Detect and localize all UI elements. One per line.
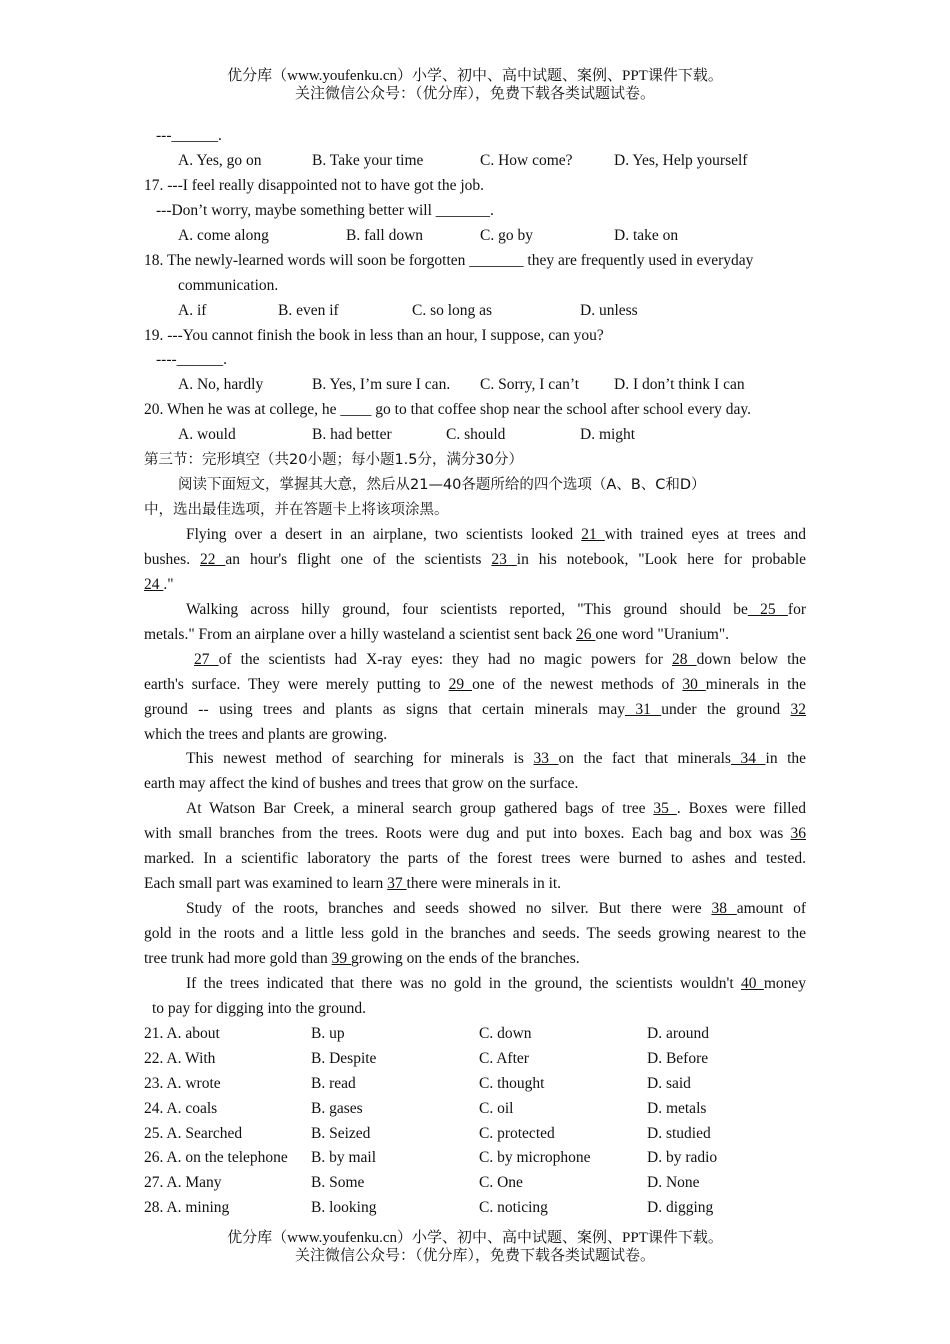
- q17-option-a: A. come along: [178, 226, 269, 244]
- choice-a: 22. A. With: [144, 1049, 216, 1067]
- q20-option-d: D. might: [580, 426, 636, 444]
- header-line-2: 关注微信公众号：（优分库），免费下载各类试题试卷。: [294, 86, 655, 102]
- blank-30: 30: [682, 675, 706, 693]
- blank-34: 34: [730, 750, 766, 768]
- passage-line: earth may affect the kind of bushes and trees that grow on the surface.: [144, 775, 579, 793]
- choice-d: D. None: [647, 1174, 700, 1192]
- blank-22: 22: [200, 550, 226, 568]
- choice-a: 27. A. Many: [144, 1174, 222, 1192]
- passage-text: an hour's flight one of the scientists: [225, 550, 482, 568]
- q17-reply: ---Don’t worry, maybe something better will _______.: [156, 201, 494, 219]
- blank-38: 38: [711, 900, 737, 918]
- passage-text: .": [163, 575, 174, 593]
- q16-options: [144, 149, 806, 174]
- passage-line: [144, 648, 806, 673]
- blank-40: 40: [740, 974, 764, 992]
- passage-line: [144, 523, 806, 548]
- blank-36: 36: [790, 825, 806, 843]
- passage-text: one of the newest methods of: [472, 675, 675, 693]
- passage-text: Study of the roots, branches and seeds showed no silver. But there were: [186, 900, 702, 918]
- passage-text: down below the: [696, 650, 806, 668]
- blank-25: 25: [747, 600, 788, 618]
- q17-option-b: B. fall down: [346, 226, 424, 244]
- passage-text: earth's surface. They were merely putting to: [144, 675, 441, 693]
- q18-option-b: B. even if: [278, 301, 339, 319]
- choice-row: [144, 1146, 806, 1171]
- passage-text: tree trunk had more gold than: [144, 949, 328, 967]
- choice-d: D. by radio: [647, 1149, 718, 1167]
- choice-d: D. digging: [647, 1199, 714, 1217]
- choice-c: C. down: [479, 1024, 532, 1042]
- q19-option-c: C. Sorry, I can’t: [480, 376, 580, 394]
- passage-line: [144, 822, 806, 847]
- q16-option-c: C. How come?: [480, 151, 573, 169]
- passage-line: [144, 972, 806, 997]
- passage-text: This newest method of searching for minerals is: [186, 750, 524, 768]
- choice-c: C. One: [479, 1174, 523, 1192]
- passage-line: [144, 548, 806, 573]
- q16-reply: ---______.: [156, 127, 222, 144]
- section3-instruction-2: 中，选出最佳选项，并在答题卡上将该项涂黑。: [144, 502, 449, 519]
- passage-text: At Watson Bar Creek, a mineral search group gathered bags of tree: [186, 800, 646, 818]
- passage-line: which the trees and plants are growing.: [144, 725, 388, 743]
- choice-row: [144, 1171, 806, 1196]
- q19-option-d: D. I don’t think I can: [614, 376, 745, 394]
- choice-b: B. gases: [311, 1099, 363, 1117]
- passage-line: [144, 747, 806, 772]
- passage-line: [144, 673, 806, 698]
- passage-text: bushes.: [144, 550, 191, 568]
- q19-option-b: B. Yes, I’m sure I can.: [312, 376, 451, 394]
- q19-options: [144, 373, 806, 398]
- passage-text: one word "Uranium".: [595, 625, 730, 643]
- blank-33: 33: [533, 750, 559, 768]
- q18-stem-line-1: 18. The newly-learned words will soon be forgotten _______ they are frequently used in everyday: [144, 251, 754, 269]
- passage-text: in his notebook, "Look here for probable: [516, 550, 806, 568]
- footer-line-2: 关注微信公众号：（优分库），免费下载各类试题试卷。: [294, 1248, 655, 1264]
- q20-option-b: B. had better: [312, 426, 392, 444]
- choice-b: B. Despite: [311, 1049, 377, 1067]
- passage-text: for: [787, 600, 806, 618]
- passage-line: [144, 872, 806, 897]
- passage-line: [144, 623, 806, 648]
- q20-stem: 20. When he was at college, he ____ go to that coffee shop near the school after school every day.: [144, 401, 752, 419]
- section3-instruction-1: 阅读下面短文，掌握其大意，然后从21—40各题所给的四个选项（A、B、C和D）: [178, 477, 706, 494]
- choice-row: [144, 1022, 806, 1047]
- page-header: [0, 67, 950, 103]
- q20-option-c: C. should: [446, 426, 506, 444]
- choice-a: 28. A. mining: [144, 1199, 230, 1217]
- choice-b: B. Seized: [311, 1124, 371, 1142]
- blank-27: 27: [194, 650, 219, 668]
- q18-option-d: D. unless: [580, 301, 638, 319]
- blank-26: 26: [576, 625, 596, 643]
- passage-line: to pay for digging into the ground.: [152, 999, 366, 1017]
- exam-content: [144, 124, 806, 1221]
- choice-row: [144, 1072, 806, 1097]
- passage-text: under the ground: [661, 700, 781, 718]
- choice-c: C. thought: [479, 1074, 545, 1092]
- blank-21: 21: [581, 526, 605, 543]
- q17-stem: 17. ---I feel really disappointed not to have got the job.: [144, 176, 485, 194]
- footer-line-1: 优分库（www.youfenku.cn）小学、初中、高中试题、案例、PPT课件下载。: [227, 1230, 723, 1246]
- passage-line: [144, 598, 806, 623]
- choice-a: 24. A. coals: [144, 1099, 218, 1117]
- blank-39: 39: [331, 949, 352, 967]
- page-footer: [0, 1229, 950, 1265]
- passage-text: If the trees indicated that there was no gold in the ground, the scientists wouldn't: [186, 974, 734, 992]
- passage-text: minerals in the: [705, 675, 806, 693]
- choice-a: 25. A. Searched: [144, 1124, 243, 1142]
- choice-a: 23. A. wrote: [144, 1074, 221, 1092]
- choice-b: B. Some: [311, 1174, 365, 1192]
- q17-option-d: D. take on: [614, 226, 679, 244]
- passage-text: Walking across hilly ground, four scientists reported, "This ground should be: [186, 600, 748, 618]
- section3-title: 第三节：完形填空（共20小题；每小题1.5分，满分30分）: [144, 452, 523, 469]
- passage-line: [144, 897, 806, 922]
- passage-text: ground -- using trees and plants as signs that certain minerals may: [144, 700, 625, 718]
- choice-row: [144, 1196, 806, 1221]
- blank-24: 24: [144, 575, 164, 593]
- passage-text: of the scientists had X-ray eyes: they had no magic powers for: [218, 650, 663, 668]
- q16-option-d: D. Yes, Help yourself: [614, 151, 748, 169]
- passage-text: on the fact that minerals: [558, 750, 731, 768]
- passage-text: amount of: [736, 900, 806, 918]
- q19-stem: 19. ---You cannot finish the book in less than an hour, I suppose, can you?: [144, 326, 604, 344]
- q19-reply: ----______.: [156, 351, 228, 369]
- blank-37: 37: [387, 875, 407, 893]
- choice-c: C. by microphone: [479, 1149, 591, 1167]
- q16-option-b: B. Take your time: [312, 151, 424, 169]
- passage-text: metals." From an airplane over a hilly wasteland a scientist sent back: [144, 625, 573, 643]
- choice-c: C. protected: [479, 1124, 555, 1142]
- passage-line: [144, 947, 806, 972]
- q16-option-a: A. Yes, go on: [178, 151, 262, 169]
- choice-c: C. After: [479, 1049, 529, 1067]
- blank-23: 23: [491, 550, 517, 568]
- blank-28: 28: [671, 650, 697, 668]
- choice-row: [144, 1047, 806, 1072]
- choice-d: D. around: [647, 1024, 709, 1042]
- passage-text: with trained eyes at trees and: [604, 526, 806, 543]
- q18-stem-line-2: communication.: [178, 276, 279, 294]
- blank-29: 29: [448, 675, 473, 693]
- passage-text: Each small part was examined to learn: [144, 875, 384, 893]
- blank-31: 31: [624, 700, 662, 718]
- passage-text: there were minerals in it.: [406, 875, 562, 893]
- q19-option-a: A. No, hardly: [178, 376, 264, 394]
- passage-text: with small branches from the trees. Roots were dug and put into boxes. Each bag and box was: [144, 825, 784, 843]
- choice-b: B. looking: [311, 1199, 377, 1217]
- choice-a: 21. A. about: [144, 1024, 220, 1042]
- choice-d: D. metals: [647, 1099, 707, 1117]
- choice-d: D. Before: [647, 1049, 709, 1067]
- passage-line: gold in the roots and a little less gold in the branches and seeds. The seeds growing nearest to the: [144, 925, 806, 942]
- choices-list: [144, 1022, 806, 1222]
- passage-text: Flying over a desert in an airplane, two scientists looked: [186, 526, 574, 543]
- passage-text: . Boxes were filled: [676, 800, 806, 818]
- q20-options: [144, 423, 806, 448]
- passage-text: growing on the ends of the branches.: [351, 949, 580, 967]
- choice-c: C. oil: [479, 1099, 514, 1117]
- choice-b: B. by mail: [311, 1149, 377, 1167]
- blank-35: 35: [653, 800, 677, 818]
- choice-d: D. studied: [647, 1124, 711, 1142]
- choice-b: B. up: [311, 1024, 345, 1042]
- passage-line: [144, 797, 806, 822]
- q17-option-c: C. go by: [480, 226, 533, 244]
- q17-options: [144, 224, 806, 249]
- q18-option-a: A. if: [178, 301, 207, 319]
- passage-line: marked. In a scientific laboratory the parts of the forest trees were burned to ashes and tested.: [144, 850, 806, 868]
- choice-a: 26. A. on the telephone: [144, 1149, 288, 1167]
- choice-row: [144, 1122, 806, 1147]
- header-line-1: 优分库（www.youfenku.cn）小学、初中、高中试题、案例、PPT课件下载。: [227, 68, 723, 84]
- choice-c: C. noticing: [479, 1199, 548, 1217]
- q20-option-a: A. would: [178, 426, 236, 444]
- passage-line: [144, 698, 806, 723]
- q18-options: [144, 299, 806, 324]
- choice-b: B. read: [311, 1074, 356, 1092]
- passage-line: [144, 573, 806, 598]
- blank-32: 32: [790, 700, 806, 718]
- q18-option-c: C. so long as: [412, 301, 493, 319]
- choice-row: [144, 1097, 806, 1122]
- passage-text: money: [763, 974, 806, 992]
- choice-d: D. said: [647, 1074, 691, 1092]
- passage-text: in the: [765, 750, 806, 768]
